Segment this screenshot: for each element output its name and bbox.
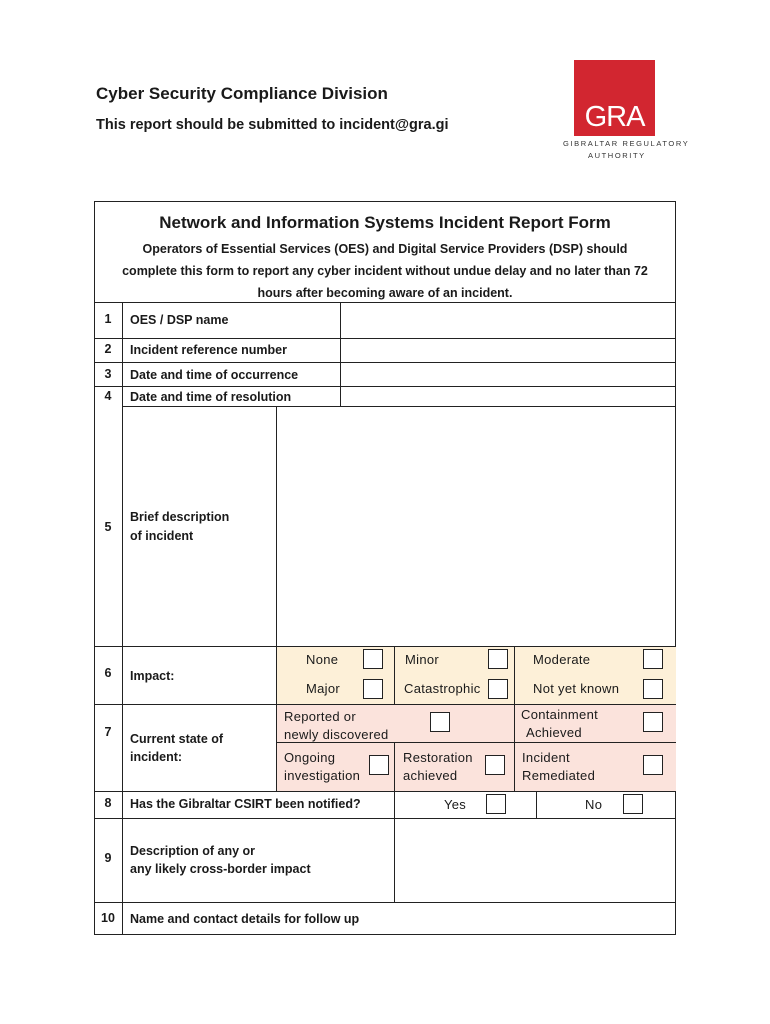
incident-reference-field[interactable]	[341, 339, 675, 362]
logo-caption-line2: AUTHORITY	[588, 151, 646, 160]
csirt-yes-label: Yes	[444, 797, 467, 812]
impact-option-major: Major	[306, 681, 341, 696]
state-containment-checkbox[interactable]	[643, 712, 663, 732]
row-number: 9	[104, 851, 112, 865]
impact-minor-checkbox[interactable]	[488, 649, 508, 669]
submission-note: This report should be submitted to incident@gra.gi	[96, 117, 449, 133]
form-title: Network and Information Systems Incident Report Form	[159, 213, 611, 232]
date-resolution-field[interactable]	[341, 387, 675, 406]
form-intro: Operators of Essential Services (OES) and Digital Service Providers (DSP) should complete this form to report any cyber incident without undue delay and no later than 72 hours after becoming aware of an incident.	[122, 242, 648, 300]
gra-logo	[574, 60, 655, 136]
csirt-no-checkbox[interactable]	[623, 794, 643, 814]
state-reported-checkbox[interactable]	[430, 712, 450, 732]
state-option-containment: Achieved	[526, 725, 582, 740]
brief-description-label: of incident	[130, 529, 194, 543]
brief-description-field[interactable]	[277, 407, 675, 646]
col-divider	[394, 646, 395, 704]
state-ongoing-checkbox[interactable]	[369, 755, 389, 775]
cross-border-label: any likely cross-border impact	[130, 862, 311, 876]
state-option-remediated: Remediated	[522, 768, 596, 783]
state-option-restoration: Restoration	[403, 750, 473, 765]
incident-reference-label: Incident reference number	[130, 343, 287, 357]
state-remediated-checkbox[interactable]	[643, 755, 663, 775]
row-number: 5	[104, 520, 112, 534]
oes-dsp-name-field[interactable]	[341, 303, 675, 338]
impact-none-checkbox[interactable]	[363, 649, 383, 669]
row-number: 4	[104, 389, 112, 403]
logo-text: GRA	[584, 101, 645, 133]
row-divider	[94, 791, 676, 792]
date-resolution-label: Date and time of resolution	[130, 390, 292, 404]
division-title: Cyber Security Compliance Division	[96, 84, 388, 103]
state-option-ongoing: Ongoing	[284, 750, 336, 765]
row-number: 7	[104, 725, 112, 739]
row-number: 8	[104, 796, 112, 810]
impact-option-minor: Minor	[405, 652, 440, 667]
row-number: 2	[104, 342, 112, 356]
impact-label: Impact:	[130, 669, 175, 683]
row-number: 6	[104, 666, 112, 680]
brief-description-label: Brief description	[130, 510, 230, 524]
csirt-yes-checkbox[interactable]	[486, 794, 506, 814]
contact-details-label: Name and contact details for follow up	[130, 912, 360, 926]
state-option-restoration: achieved	[403, 768, 458, 783]
row-divider	[94, 646, 676, 647]
impact-not-yet-known-checkbox[interactable]	[643, 679, 663, 699]
state-option-containment: Containment	[521, 707, 599, 722]
row-divider	[94, 704, 676, 705]
impact-major-checkbox[interactable]	[363, 679, 383, 699]
impact-option-none: None	[306, 652, 339, 667]
cross-border-field[interactable]	[395, 819, 675, 902]
csirt-notified-label: Has the Gibraltar CSIRT been notified?	[130, 797, 361, 811]
col-divider	[122, 302, 123, 935]
impact-option-not-yet-known: Not yet known	[533, 681, 620, 696]
impact-moderate-checkbox[interactable]	[643, 649, 663, 669]
date-occurrence-label: Date and time of occurrence	[130, 368, 299, 382]
col-divider	[514, 704, 515, 791]
current-state-label: incident:	[130, 750, 183, 764]
impact-catastrophic-checkbox[interactable]	[488, 679, 508, 699]
csirt-no-label: No	[585, 797, 603, 812]
date-occurrence-field[interactable]	[341, 363, 675, 386]
cross-border-label: Description of any or	[130, 844, 256, 858]
current-state-label: Current state of	[130, 732, 224, 746]
row-number: 10	[101, 911, 115, 925]
state-option-reported: newly discovered	[284, 727, 389, 742]
logo-caption-line1: GIBRALTAR REGULATORY	[563, 139, 690, 148]
col-divider	[394, 742, 395, 791]
impact-option-moderate: Moderate	[533, 652, 591, 667]
col-divider	[536, 791, 537, 818]
oes-dsp-name-label: OES / DSP name	[130, 313, 229, 327]
state-restoration-checkbox[interactable]	[485, 755, 505, 775]
state-option-remediated: Incident	[522, 750, 570, 765]
state-option-ongoing: investigation	[284, 768, 361, 783]
impact-option-catastrophic: Catastrophic	[404, 681, 481, 696]
contact-details-field[interactable]	[395, 903, 675, 934]
state-option-reported: Reported or	[284, 709, 356, 724]
row-number: 1	[104, 312, 112, 326]
col-divider	[514, 646, 515, 704]
row-number: 3	[104, 367, 112, 381]
